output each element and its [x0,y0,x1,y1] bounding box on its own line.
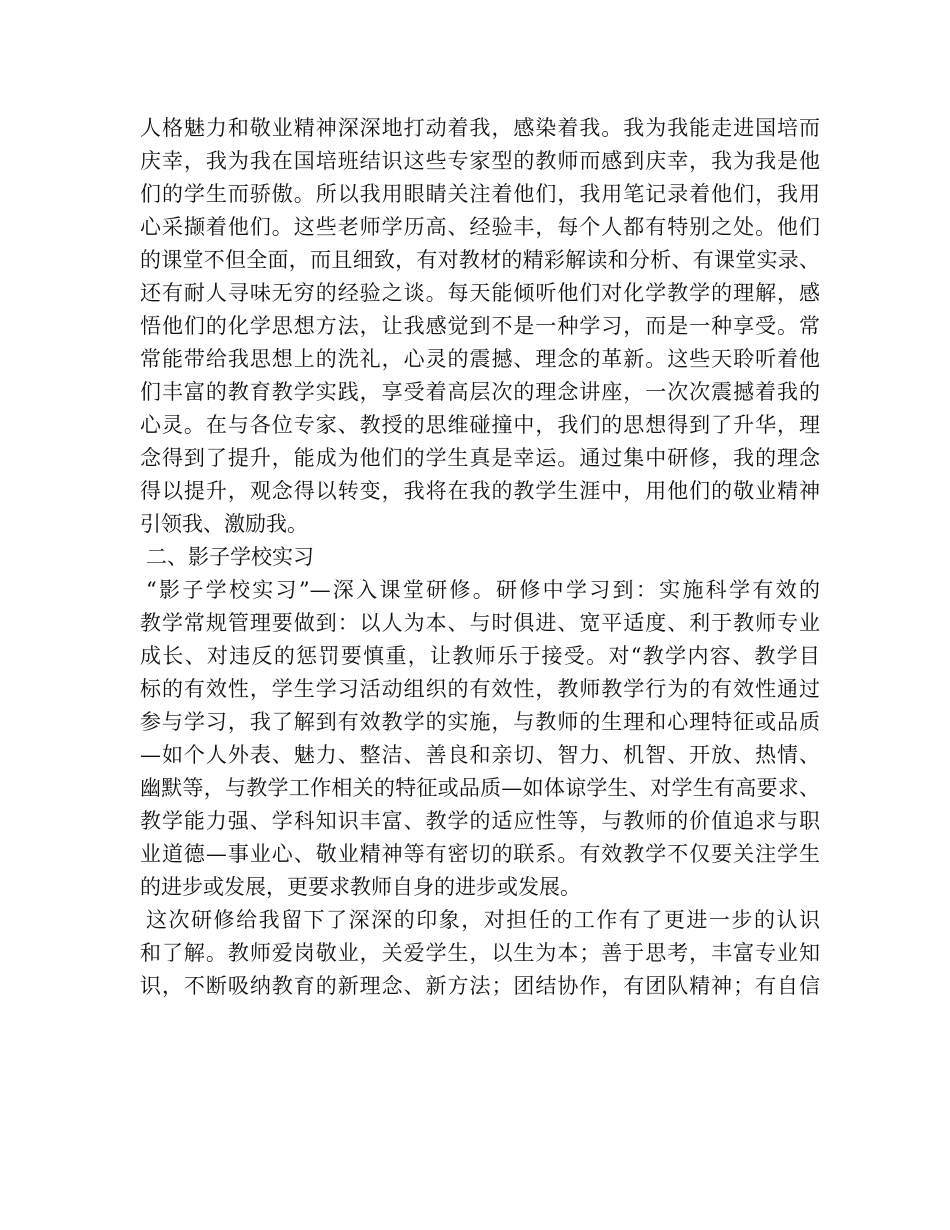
text-line: 引领我、激励我。 [140,512,308,536]
text-line: 和了解。教师爱岗敬业，关爱学生，以生为本；善于思考，丰富专业知 [140,941,820,965]
text-line: 悟他们的化学思想方法，让我感觉到不是一种学习，而是一种享受。常 [140,314,820,338]
text-line: 识，不断吸纳教育的新理念、新方法；团结协作，有团队精神；有自信 [140,974,820,998]
text-line: 常能带给我思想上的洗礼，心灵的震撼、理念的革新。这些天聆听着他 [140,347,820,371]
text-line: 的课堂不但全面，而且细致，有对教材的精彩解读和分析、有课堂实录、 [140,248,820,272]
text-line: —如个人外表、魅力、整洁、善良和亲切、智力、机智、开放、热情、 [140,743,820,767]
text-line: 成长、对违反的惩罚要慎重，让教师乐于接受。对“教学内容、教学目 [140,644,820,668]
body-text [140,112,820,1003]
text-line: 念得到了提升，能成为他们的学生真是幸运。通过集中研修，我的理念 [140,446,820,470]
text-line: 人格魅力和敬业精神深深地打动着我，感染着我。我为我能走进国培而 [140,116,820,140]
text-line: 教学能力强、学科知识丰富、教学的适应性等，与教师的价值追求与职 [140,809,820,833]
text-line: 的进步或发展，更要求教师自身的进步或发展。 [140,875,581,899]
text-line: 心灵。在与各位专家、教授的思维碰撞中，我们的思想得到了升华，理 [140,413,820,437]
text-line: 参与学习，我了解到有效教学的实施，与教师的生理和心理特征或品质 [140,710,820,734]
text-line: 们丰富的教育教学实践，享受着高层次的理念讲座，一次次震撼着我的 [140,380,820,404]
text-line: 得以提升，观念得以转变，我将在我的教学生涯中，用他们的敬业精神 [140,479,820,503]
text-line: 二、影子学校实习 [146,545,314,569]
text-line: 们的学生而骄傲。所以我用眼睛关注着他们，我用笔记录着他们，我用 [140,182,820,206]
text-line: 庆幸，我为我在国培班结识这些专家型的教师而感到庆幸，我为我是他 [140,149,820,173]
text-line: 心采撷着他们。这些老师学历高、经验丰，每个人都有特别之处。他们 [140,215,820,239]
text-line: 这次研修给我留下了深深的印象，对担任的工作有了更进一步的认识 [146,908,820,932]
text-line: 幽默等，与教学工作相关的特征或品质—如体谅学生、对学生有高要求、 [140,776,820,800]
text-line: 标的有效性，学生学习活动组织的有效性，教师教学行为的有效性通过 [140,677,820,701]
text-line: 教学常规管理要做到：以人为本、与时俱进、宽平适度、利于教师专业 [140,611,820,635]
text-line: 还有耐人寻味无穷的经验之谈。每天能倾听他们对化学教学的理解，感 [140,281,820,305]
text-line: “影子学校实习”—深入课堂研修。研修中学习到：实施科学有效的 [146,578,820,602]
text-line: 业道德—事业心、敬业精神等有密切的联系。有效教学不仅要关注学生 [140,842,820,866]
